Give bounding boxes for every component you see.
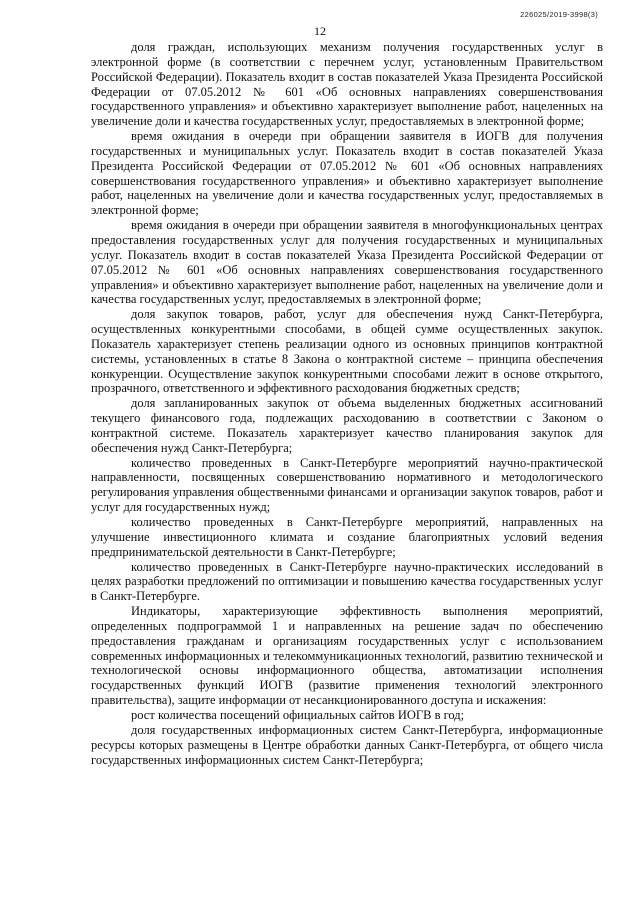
paragraph: рост количества посещений официальных сайтов ИОГВ в год;	[131, 707, 465, 722]
paragraph: время ожидания в очереди при обращении заявителя в ИОГВ для получения государственных и муниципальных услуг. Показатель входит в состав показателей Указа Президента Российской Федерации от 07.05.2012 № 601 «Об основных направлениях совершенствования государственного управления» и объективно характеризует выполнение работ, нацеленных на увеличение доли и качества государственных услуг, предоставляемых в электронной форме;	[91, 129, 603, 218]
document-id: 226025/2019-3998(3)	[520, 10, 598, 19]
paragraph: доля граждан, использующих механизм получения государственных услуг в электронной форме (в соответствии с перечнем услуг, установленным Правительством Российской Федерации). Показатель входит в состав показателей Указа Президента Российской Федерации от 07.05.2012 № 601 «Об основных направлениях совершенствования государственного управления» и объективно характеризует выполнение работ, нацеленных на увеличение доли и качества государственных услуг, предоставляемых в электронной форме;	[91, 40, 603, 129]
document-body	[91, 40, 603, 767]
paragraph: Индикаторы, характеризующие эффективность выполнения мероприятий, определенных подпрограммой 1 и направленных на решение задач по обеспечению предоставления гражданам и организациям государственных услуг с использованием современных информационных и телекоммуникационных технологий, развитию технической и технологической основы информационного общества, автоматизации исполнения государственных функций ИОГВ (развитие применения технологий электронного правительства), защите информации от несанкционированного доступа и искажения:	[91, 604, 603, 708]
paragraph: доля закупок товаров, работ, услуг для обеспечения нужд Санкт-Петербурга, осуществленных конкурентными способами, в общей сумме осуществленных закупок. Показатель характеризует степень реализации одного из основных принципов контрактной системы, установленных в статье 8 Закона о контрактной системе – принципа обеспечения конкуренции. Осуществление закупок конкурентными способами лежит в основе открытого, прозрачного, ответственного и эффективного расходования бюджетных средств;	[91, 307, 603, 396]
page-number: 12	[314, 24, 326, 38]
paragraph: время ожидания в очереди при обращении заявителя в многофункциональных центрах предоставления государственных услуг для получения государственных и муниципальных услуг. Показатель входит в состав показателей Указа Президента Российской Федерации от 07.05.2012 № 601 «Об основных направлениях совершенствования государственного управления» и объективно характеризует выполнение работ, нацеленных на увеличение доли и качества государственных услуг, предоставляемых в электронной форме;	[91, 218, 603, 307]
paragraph: доля запланированных закупок от объема выделенных бюджетных ассигнований текущего финансового года, подлежащих расходованию в соответствии с Законом о контрактной системе. Показатель характеризует качество планирования закупок для обеспечения нужд Санкт-Петербурга;	[91, 396, 603, 455]
paragraph: количество проведенных в Санкт-Петербурге мероприятий научно-практической направленности, посвященных совершенствованию нормативного и методологического регулирования управления общественными финансами и организации закупок товаров, работ и услуг для государственных нужд;	[91, 455, 603, 515]
paragraph: количество проведенных в Санкт-Петербурге научно-практических исследований в целях разработки предложений по оптимизации и повышению качества государственных услуг в Санкт-Петербурге.	[91, 559, 603, 604]
paragraph: доля государственных информационных систем Санкт-Петербурга, информационные ресурсы которых размещены в Центре обработки данных Санкт-Петербурга, от общего числа государственных информационных систем Санкт-Петербурга;	[91, 722, 603, 767]
paragraph: количество проведенных в Санкт-Петербурге мероприятий, направленных на улучшение инвестиционного климата и создание благоприятных условий ведения предпринимательской деятельности в Санкт-Петербурге;	[91, 515, 603, 559]
